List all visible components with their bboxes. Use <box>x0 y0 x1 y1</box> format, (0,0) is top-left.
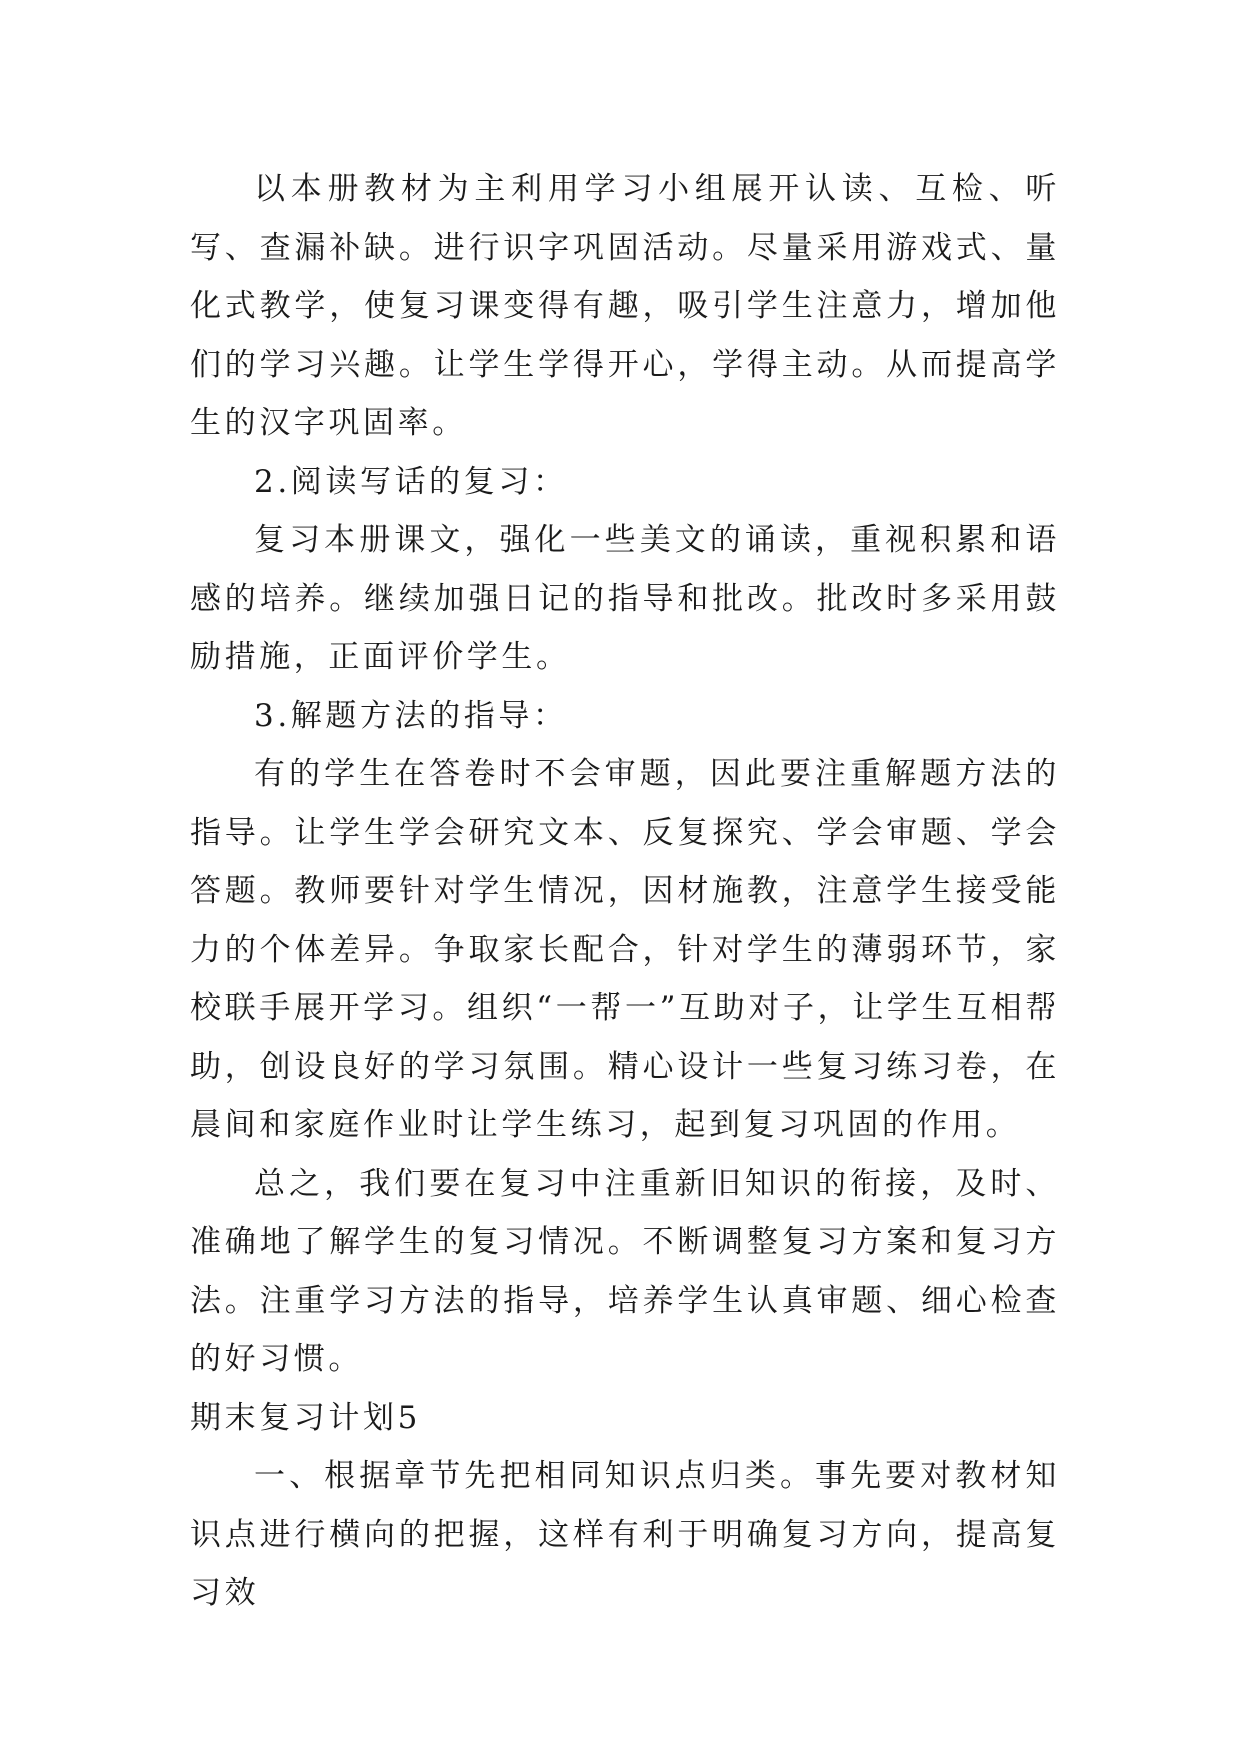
paragraph-problem-solving: 有的学生在答卷时不会审题，因此要注重解题方法的指导。让学生学会研究文本、反复探究、学会审题、学会答题。教师要针对学生情况，因材施教，注意学生接受能力的个体差异。争取家长配合，针对学生的薄弱环节，家校联手展开学习。组织“一帮一”互助对子，让学生互相帮助，创设良好的学习氛围。精心设计一些复习练习卷，在晨间和家庭作业时让学生练习，起到复习巩固的作用。 <box>190 756 1060 1143</box>
paragraph-summary: 总之，我们要在复习中注重新旧知识的衔接，及时、准确地了解学生的复习情况。不断调整复习方案和复习方法。注重学习方法的指导，培养学生认真审题、细心检查的好习惯。 <box>190 1165 1060 1377</box>
section-title-plan-5: 期末复习计划5 <box>190 1399 421 1436</box>
subheading-reading-writing: 2.阅读写话的复习： <box>254 463 568 500</box>
paragraph-plan-5-item-1: 一、根据章节先把相同知识点归类。事先要对教材知识点进行横向的把握，这样有利于明确复习方向，提高复习效 <box>190 1458 1060 1611</box>
document-page <box>190 160 1060 1623</box>
paragraph-reading-writing: 复习本册课文，强化一些美文的诵读，重视积累和语感的培养。继续加强日记的指导和批改。批改时多采用鼓励措施，正面评价学生。 <box>190 522 1060 675</box>
subheading-problem-solving: 3.解题方法的指导： <box>254 697 568 734</box>
paragraph-literacy-review: 以本册教材为主利用学习小组展开认读、互检、听写、查漏补缺。进行识字巩固活动。尽量采用游戏式、量化式教学，使复习课变得有趣，吸引学生注意力，增加他们的学习兴趣。让学生学得开心，学得主动。从而提高学生的汉字巩固率。 <box>190 171 1060 441</box>
